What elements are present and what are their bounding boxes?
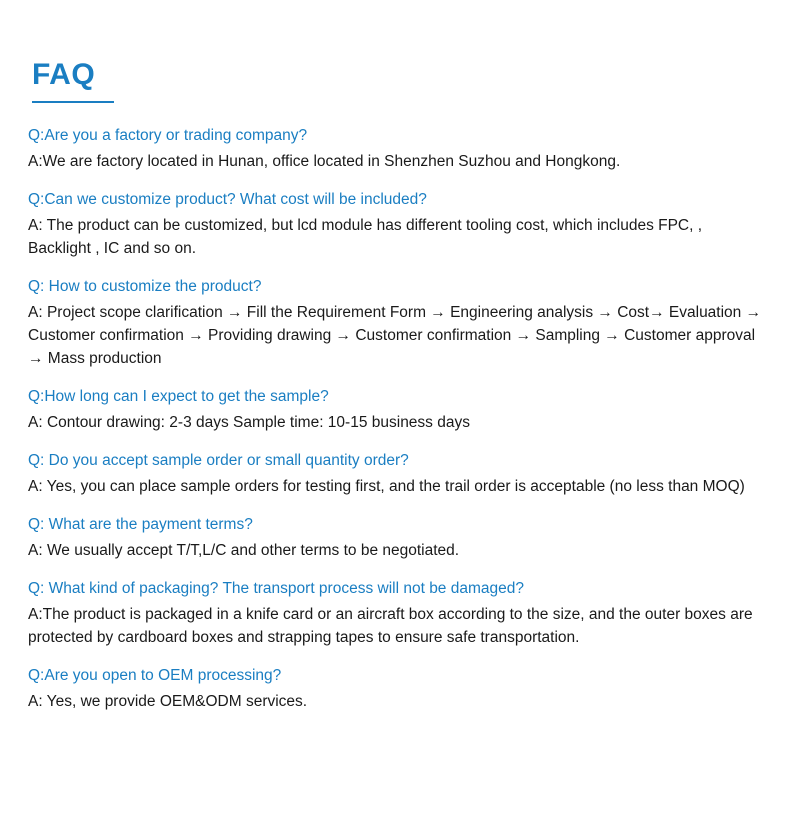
faq-answer: A:We are factory located in Hunan, office located in Shenzhen Suzhou and Hongkong. — [28, 153, 621, 170]
faq-answer: A: Yes, we provide OEM&ODM services. — [28, 693, 308, 710]
faq-question: Q:How long can I expect to get the sample? — [28, 388, 329, 405]
faq-question: Q: What kind of packaging? The transport process will not be damaged? — [28, 580, 524, 597]
title-underline — [32, 101, 114, 103]
faq-question: Q:Are you a factory or trading company? — [28, 127, 308, 144]
faq-question: Q: Do you accept sample order or small quantity order? — [28, 452, 409, 469]
faq-question: Q:Can we customize product? What cost will be included? — [28, 191, 427, 208]
faq-question: Q:Are you open to OEM processing? — [28, 667, 282, 684]
faq-item — [28, 386, 766, 434]
faq-question: Q: How to customize the product? — [28, 278, 262, 295]
faq-question: Q: What are the payment terms? — [28, 516, 253, 533]
faq-answer: A: We usually accept T/T,L/C and other terms to be negotiated. — [28, 542, 460, 559]
faq-answer: A: Contour drawing: 2-3 days Sample time: 10-15 business days — [28, 414, 470, 431]
faq-item — [28, 125, 766, 173]
faq-item — [28, 514, 766, 562]
faq-answer: A: Yes, you can place sample orders for testing first, and the trail order is acceptable (no less than MOQ) — [28, 478, 745, 495]
faq-list — [24, 125, 766, 713]
faq-item — [28, 450, 766, 498]
faq-item — [28, 189, 766, 260]
faq-answer: A:The product is packaged in a knife card or an aircraft box according to the size, and the outer boxes are protected by cardboard boxes and strapping tapes to ensure safe transportation. — [28, 606, 753, 646]
faq-item — [28, 578, 766, 649]
faq-answer: A: The product can be customized, but lcd module has different tooling cost, which includes FPC, , Backlight , IC and so on. — [28, 217, 703, 257]
faq-item — [28, 665, 766, 713]
faq-item — [28, 276, 766, 370]
faq-answer: A: Project scope clarification → Fill the Requirement Form → Engineering analysis → Cost→ Evaluation → Customer confirmation → Providing drawing → Customer confirmation → Sampling → Customer approval → Mass production — [28, 304, 762, 367]
page-title: FAQ — [32, 58, 96, 91]
